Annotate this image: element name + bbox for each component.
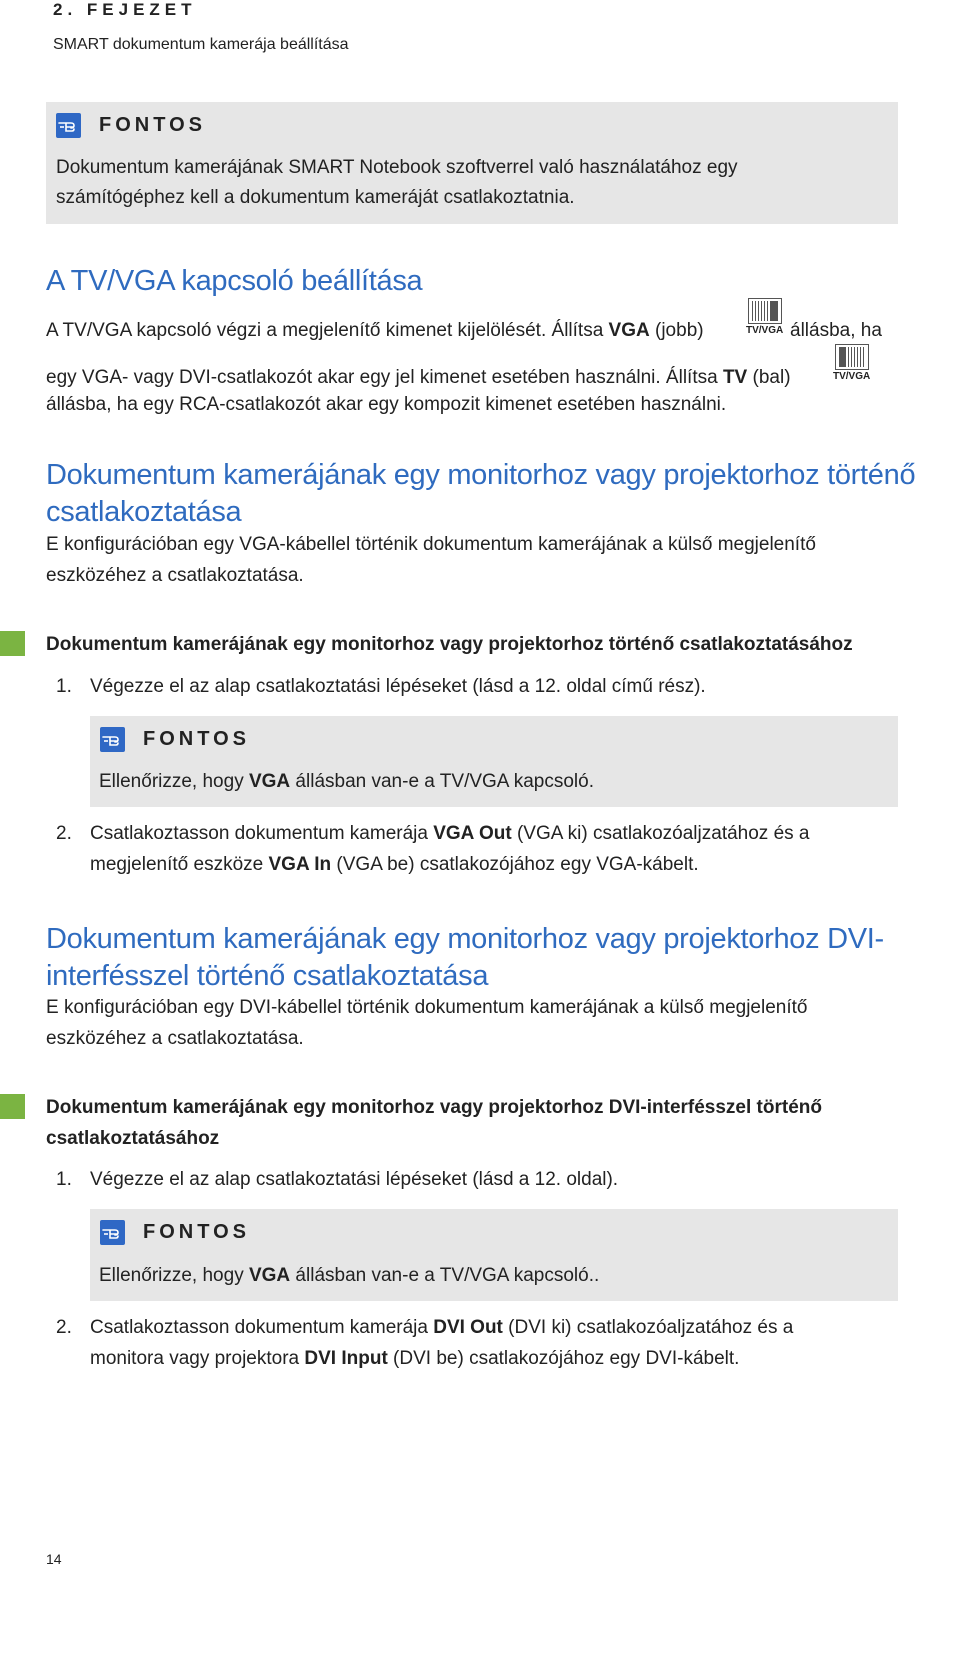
note-text	[99, 1260, 599, 1292]
running-title: SMART dokumentum kamerája beállítása	[53, 36, 349, 53]
section-heading-vga-line2: csatlakoztatása	[46, 496, 242, 528]
step-number: 1.	[56, 1169, 72, 1190]
bold-span: VGA	[608, 320, 650, 341]
text-span: (VGA ki) csatlakozóaljzatához és a	[511, 823, 810, 844]
step2-line1	[90, 1312, 793, 1344]
text-span: Csatlakoztasson dokumentum kamerája	[90, 823, 434, 844]
bold-span: VGA	[248, 771, 291, 792]
note-title: FONTOS	[143, 728, 250, 750]
pointing-hand-icon	[100, 727, 125, 752]
important-note	[90, 1209, 898, 1301]
text-span: Csatlakoztasson dokumentum kamerája	[90, 1317, 434, 1338]
section2-intro-line2: eszközéhez a csatlakoztatása.	[46, 565, 304, 586]
text-span: (DVI ki) csatlakozóaljzatához és a	[502, 1317, 794, 1338]
text-span: Ellenőrizze, hogy	[99, 771, 249, 792]
note-title: FONTOS	[143, 1221, 250, 1243]
section2-intro-line1: E konfigurációban egy VGA-kábellel történik dokumentum kamerájának a külső megjelenítő	[46, 534, 816, 555]
pointing-hand-icon	[100, 1220, 125, 1245]
section1-line1-end: állásba, ha	[790, 320, 882, 341]
step1-text: Végezze el az alap csatlakoztatási lépéseket (lásd a 12. oldal).	[90, 1169, 619, 1190]
procedure-heading-line2: csatlakoztatásához	[46, 1128, 220, 1149]
procedure-heading-line1: Dokumentum kamerájának egy monitorhoz vagy projektorhoz DVI-interfésszel történő	[46, 1097, 822, 1118]
step-number: 1.	[56, 676, 72, 697]
important-note	[90, 716, 898, 807]
chapter-label: 2. FEJEZET	[53, 0, 197, 19]
step1-text: Végezze el az alap csatlakoztatási lépéseket (lásd a 12. oldal című rész).	[90, 676, 706, 697]
step-number: 2.	[56, 1317, 72, 1338]
procedure-heading: Dokumentum kamerájának egy monitorhoz vagy projektorhoz történő csatlakoztatásához	[46, 634, 853, 655]
tv-vga-switch-icon	[746, 298, 783, 337]
section3-intro-line2: eszközéhez a csatlakoztatása.	[46, 1028, 304, 1049]
text-span: (jobb)	[649, 320, 704, 341]
pointing-hand-icon	[56, 113, 81, 138]
procedure-marker-icon	[0, 1094, 25, 1119]
step-number: 2.	[56, 823, 72, 844]
text-span: (VGA be) csatlakozójához egy VGA-kábelt.	[331, 854, 699, 875]
bold-span: VGA In	[268, 854, 332, 875]
text-span: (DVI be) csatlakozójához egy DVI-kábelt.	[387, 1348, 740, 1369]
text-span: A TV/VGA kapcsoló végzi a megjelenítő kimenet kijelölését. Állítsa	[46, 320, 609, 341]
section1-line3: állásba, ha egy RCA-csatlakozót akar egy kompozit kimenet esetében használni.	[46, 394, 727, 415]
note-text	[99, 766, 594, 798]
note-text-line2: számítógéphez kell a dokumentum kameráját csatlakoztatnia.	[56, 187, 575, 208]
step2-line2	[90, 849, 699, 881]
bold-span: DVI Input	[304, 1348, 388, 1369]
text-span: Ellenőrizze, hogy	[99, 1265, 249, 1286]
important-note	[46, 102, 898, 224]
bold-span: DVI Out	[433, 1317, 503, 1338]
bold-span: VGA	[248, 1265, 291, 1286]
tv-vga-switch-icon	[833, 344, 870, 383]
switch-graphic	[748, 298, 782, 324]
switch-label: TV/VGA	[746, 325, 784, 336]
text-span: állásban van-e a TV/VGA kapcsoló.	[290, 771, 594, 792]
text-span: megjelenítő eszköze	[90, 854, 269, 875]
text-span: állásban van-e a TV/VGA kapcsoló..	[290, 1265, 600, 1286]
section-heading-dvi-line2: interfésszel történő csatlakoztatása	[46, 960, 489, 992]
text-span: (bal)	[747, 367, 791, 388]
switch-graphic	[835, 344, 869, 370]
section-heading-dvi-line1: Dokumentum kamerájának egy monitorhoz vagy projektorhoz DVI-	[46, 923, 884, 955]
text-span: monitora vagy projektora	[90, 1348, 305, 1369]
note-title: FONTOS	[99, 114, 206, 136]
section3-intro-line1: E konfigurációban egy DVI-kábellel történik dokumentum kamerájának a külső megjelenítő	[46, 997, 808, 1018]
switch-label: TV/VGA	[833, 371, 871, 382]
section-heading-tv-vga: A TV/VGA kapcsoló beállítása	[46, 265, 423, 297]
section-heading-vga-line1: Dokumentum kamerájának egy monitorhoz vagy projektorhoz történő	[46, 459, 916, 491]
step2-line2	[90, 1343, 739, 1375]
text-span: egy VGA- vagy DVI-csatlakozót akar egy jel kimenet esetében használni. Állítsa	[46, 367, 723, 388]
bold-span: VGA Out	[433, 823, 512, 844]
procedure-marker-icon	[0, 631, 25, 656]
bold-span: TV	[722, 367, 748, 388]
page-number: 14	[46, 1551, 62, 1567]
step2-line1	[90, 818, 810, 850]
section1-line1	[46, 315, 704, 347]
note-text-line1: Dokumentum kamerájának SMART Notebook szoftverrel való használatához egy	[56, 157, 738, 178]
